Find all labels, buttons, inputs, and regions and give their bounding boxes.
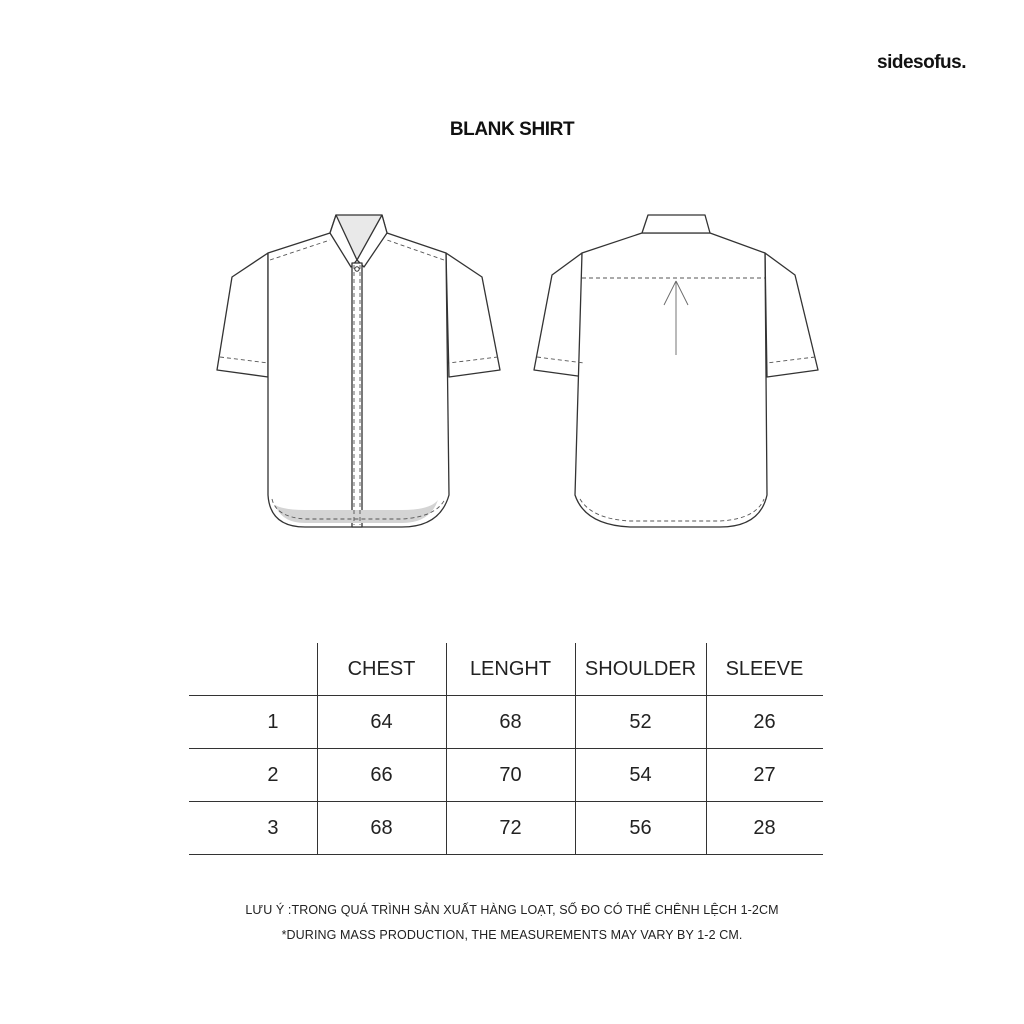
table-cell: 28 bbox=[706, 802, 823, 855]
table-header-cell: SLEEVE bbox=[706, 643, 823, 696]
table-cell: 64 bbox=[317, 696, 446, 749]
table-cell: 26 bbox=[706, 696, 823, 749]
table-cell: 56 bbox=[575, 802, 706, 855]
table-header-row bbox=[189, 643, 823, 696]
table-cell: 1 bbox=[189, 696, 317, 749]
table-cell: 68 bbox=[446, 696, 575, 749]
size-chart-table bbox=[189, 643, 823, 855]
table-header-cell: CHEST bbox=[317, 643, 446, 696]
table-cell: 52 bbox=[575, 696, 706, 749]
table-cell: 54 bbox=[575, 749, 706, 802]
table-cell: 2 bbox=[189, 749, 317, 802]
table-row bbox=[189, 802, 823, 855]
note-vietnamese: LƯU Ý :TRONG QUÁ TRÌNH SẢN XUẤT HÀNG LOẠT, SỐ ĐO CÓ THỂ CHÊNH LỆCH 1-2CM bbox=[245, 903, 779, 917]
page-title: BLANK SHIRT bbox=[449, 119, 575, 140]
table-header-cell bbox=[189, 643, 317, 696]
table-header-cell: LENGHT bbox=[446, 643, 575, 696]
table-cell: 70 bbox=[446, 749, 575, 802]
table-cell: 72 bbox=[446, 802, 575, 855]
table-cell: 66 bbox=[317, 749, 446, 802]
note-english: *DURING MASS PRODUCTION, THE MEASUREMENTS MAY VARY BY 1-2 CM. bbox=[281, 928, 743, 942]
table-cell: 3 bbox=[189, 802, 317, 855]
shirt-illustration bbox=[0, 205, 1024, 545]
table-cell: 27 bbox=[706, 749, 823, 802]
table-cell: 68 bbox=[317, 802, 446, 855]
table-row bbox=[189, 749, 823, 802]
table-header-cell: SHOULDER bbox=[575, 643, 706, 696]
measurement-notes bbox=[0, 898, 1024, 948]
table-row bbox=[189, 696, 823, 749]
brand-logo: sidesofus. bbox=[877, 52, 966, 73]
shirt-front-drawing bbox=[217, 215, 500, 527]
shirt-back-drawing bbox=[534, 215, 818, 527]
